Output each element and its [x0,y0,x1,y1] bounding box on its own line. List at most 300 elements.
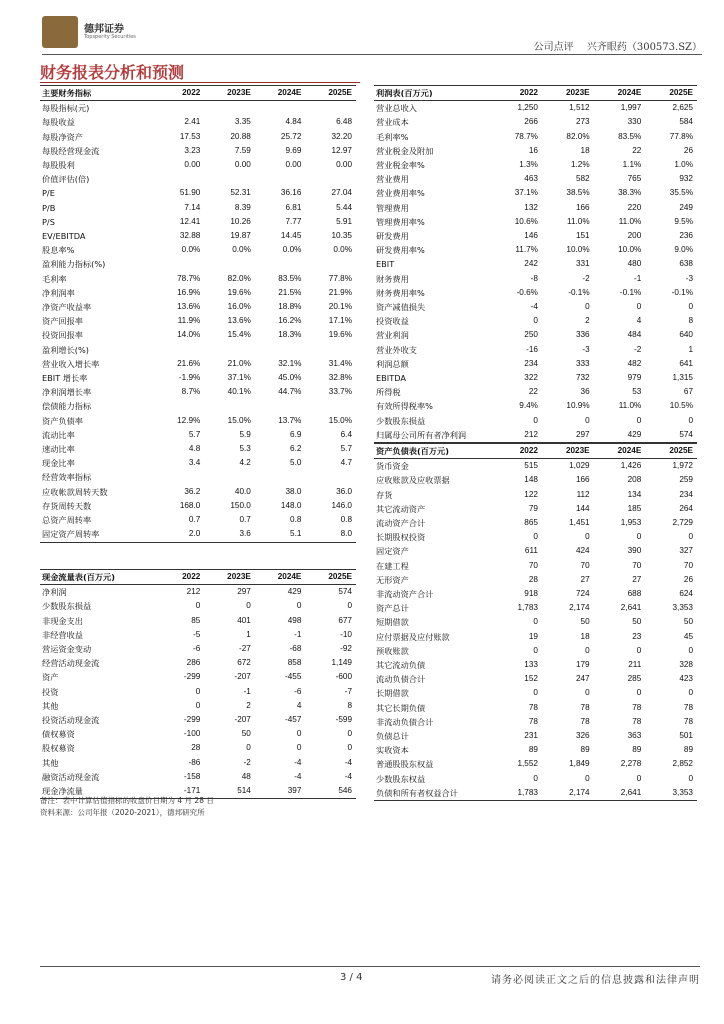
cell-value: 2,641 [620,603,642,613]
column-header: 2024E [255,86,306,101]
cell-value [305,257,356,271]
cell-value: 15.0% [328,415,352,425]
row-label: 营业成本 [376,117,409,128]
cell-value: 122 [524,489,538,499]
cell-value [154,399,205,413]
table-row [40,770,356,784]
cell-value: 35.5% [669,188,693,198]
cell-value: 50 [683,617,693,627]
cell-value: 5.91 [336,216,352,226]
cell-value [154,470,205,484]
cell-value: 0 [195,700,201,710]
cell-value: -10 [340,629,352,639]
row-label: 股息率% [42,245,75,256]
row-label: 投资活动现金流 [42,715,100,726]
cell-value: 21.6% [177,358,201,368]
cell-value: 4.8 [188,444,201,454]
cell-value: 28 [528,574,538,584]
cell-value: 22 [632,145,642,155]
cell-value: 67 [683,387,693,397]
row-label: 固定资产 [376,546,409,557]
cell-value: -1.9% [178,373,201,383]
cell-value: 429 [287,587,302,597]
cell-value: 27 [580,574,590,584]
cell-value: 32.88 [179,231,201,241]
table-row [40,727,356,741]
cell-value: 732 [575,373,590,383]
table-row [374,786,697,801]
report-meta [534,38,702,53]
cell-value: 515 [524,461,538,471]
column-header: 主要财务指标 [40,86,154,101]
cell-value: -599 [335,715,352,725]
cell-value: 0 [636,645,642,655]
cell-value [255,101,306,116]
table-header-row [374,444,697,459]
cell-value: 327 [679,546,693,556]
cell-value: 5.9 [239,429,251,439]
cell-value: 1 [246,629,251,639]
cell-value: 2,174 [542,786,594,801]
table-row [374,300,697,314]
cell-value: 259 [679,475,693,485]
cell-value: -4 [294,771,302,781]
cell-value: -299 [183,672,201,682]
cell-value: 25.72 [280,131,302,141]
cell-value: 463 [524,174,538,184]
cell-value: 146 [524,231,538,241]
cell-value: 38.0 [285,486,302,496]
table-header-row [40,570,356,585]
cell-value: 3.4 [188,458,201,468]
table-row [374,644,697,658]
cell-value: 2,278 [620,759,642,769]
row-label: 长期借款 [376,688,409,699]
cell-value: 0 [533,532,538,542]
cell-value: 51.90 [179,188,201,198]
table-row [374,229,697,243]
cell-value: 858 [287,658,302,668]
cell-value: 582 [575,174,590,184]
row-label: 盈利能力指标(%) [42,259,106,270]
cell-value: 8.39 [234,202,251,212]
cell-value: -2 [634,344,642,354]
cell-value: 1,426 [620,461,642,471]
cell-value [154,257,205,271]
cell-value: 85 [191,615,201,625]
table-row [40,257,356,271]
table-row [374,772,697,786]
cell-value: 10.0% [566,245,590,255]
table-row [40,300,356,314]
table-row [40,144,356,158]
cell-value: 10.35 [331,231,352,241]
row-label: 股权募资 [42,743,75,754]
table-row [40,243,356,257]
table-row [40,115,356,129]
cell-value: 132 [524,202,538,212]
row-label: 非流动负债合计 [376,716,434,727]
cell-value: 0.00 [184,160,201,170]
cell-value: 0 [246,601,251,611]
cell-value: 9.0% [674,245,693,255]
cell-value: 212 [490,428,542,443]
table-row [40,499,356,513]
cell-value [204,101,255,116]
cell-value: 1,149 [331,658,352,668]
row-label: 投资回报率 [42,330,83,341]
main-indicators-table [40,85,356,543]
column-header: 利润表(百万元) [374,86,490,101]
row-label: 毛利率 [42,273,67,284]
cell-value: 249 [679,202,693,212]
company-logo-icon [42,16,78,48]
cell-value: 10.0% [618,245,642,255]
cell-value: 78.7% [177,273,201,283]
row-label: 货币资金 [376,461,409,472]
cell-value: 624 [679,589,693,599]
cell-value [305,101,356,116]
column-header: 现金流量表(百万元) [40,570,154,585]
table-row [40,328,356,342]
cell-value: 18 [580,145,590,155]
cell-value: 397 [255,784,306,799]
cell-value: 40.1% [227,387,251,397]
cell-value: 89 [632,745,642,755]
table-row [374,243,697,257]
cell-value: 231 [524,731,538,741]
table-row [374,530,697,544]
cell-value: 0 [585,532,590,542]
cell-value: 21.9% [328,287,352,297]
cell-value: 672 [237,658,251,668]
cell-value: 112 [576,489,590,499]
cell-value: 9.4% [519,401,538,411]
cell-value: 212 [186,587,201,597]
column-header: 2023E [542,86,594,101]
row-label: 资产总计 [376,603,409,614]
cell-value: 78 [632,716,642,726]
table-row [374,130,697,144]
cell-value: 7.14 [184,202,201,212]
table-row [374,757,697,771]
cell-value: 28 [191,743,201,753]
row-label: 盈利增长(%) [42,344,89,355]
table-row [374,328,697,342]
table-row [40,130,356,144]
row-label: 流动比率 [42,429,75,440]
cell-value: 16 [528,145,538,155]
cell-value: 78 [580,702,590,712]
cell-value: 19.6% [328,330,352,340]
cell-value: 1,315 [672,373,693,383]
cell-value [154,101,205,116]
section-title: 财务报表分析和预测 [40,63,185,82]
table-row [40,172,356,186]
cell-value: 0 [347,601,352,611]
table-row [40,314,356,328]
table-row [374,630,697,644]
cell-value: 144 [575,503,590,513]
section-divider [40,82,360,83]
table-row [40,513,356,527]
cell-value: 78 [683,702,693,712]
table-row [40,614,356,628]
table-row [374,399,697,413]
row-label: 每股净资产 [42,131,83,142]
row-label: 融资活动现金流 [42,771,100,782]
cell-value: 5.7 [188,429,201,439]
cell-value: 3,353 [672,603,693,613]
cell-value: 1.0% [674,160,693,170]
row-label: 短期借款 [376,617,409,628]
row-label: 其它流动负债 [376,660,426,671]
cell-value: 208 [627,475,642,485]
table-row [374,357,697,371]
cell-value: 15.4% [227,330,251,340]
note-line-2: 资料来源：公司年报（2020-2021），德邦研究所 [40,808,205,817]
cell-value: 0 [636,532,642,542]
cell-value: 179 [575,660,590,670]
cell-value: 14.0% [177,330,201,340]
cell-value [305,399,356,413]
cell-value: -0.1% [619,287,642,297]
cell-value: 0 [195,686,201,696]
cell-value: 0 [688,773,693,783]
cell-value: 1.1% [622,160,642,170]
cell-value: 83.5% [618,131,642,141]
row-label: 营业总收入 [376,103,417,114]
cell-value [255,399,306,413]
row-label: 负债总计 [376,731,409,742]
table-row [40,286,356,300]
cell-value: 0 [636,688,642,698]
cell-value: 4.7 [340,458,352,468]
cell-value: 7.77 [285,216,302,226]
cell-value: 0 [533,773,538,783]
cell-value: 50 [632,617,642,627]
table-row [374,144,697,158]
cell-value: 0 [585,645,590,655]
cell-value: 0 [246,743,251,753]
cell-value: 13.6% [177,302,201,312]
cell-value: 146.0 [331,500,352,510]
table-row [374,257,697,271]
row-label: 管理费用率% [376,216,425,227]
row-label: 其他 [42,757,59,768]
cell-value [305,470,356,484]
cell-value: 0.7 [188,515,201,525]
row-label: 每股收益 [42,117,75,128]
cell-value: 36.16 [280,188,302,198]
cell-value [154,172,205,186]
cell-value: 10.5% [669,401,693,411]
row-label: 非经营收益 [42,629,83,640]
row-label: 预收账款 [376,645,409,656]
cell-value: 0 [585,302,590,312]
cell-value [305,343,356,357]
column-header: 2025E [305,570,356,585]
cell-value: -0.1% [671,287,693,297]
cell-value: 27 [632,574,642,584]
cell-value: 11.7% [515,245,538,255]
brand-name: 德邦证券 [84,24,124,35]
cell-value: 0 [533,316,538,326]
table-row [40,470,356,484]
cell-value: 641 [679,358,693,368]
cell-value: 11.0% [618,216,642,226]
table-row [40,713,356,727]
cell-value: 1,783 [517,603,538,613]
row-label: 非流动资产合计 [376,589,434,600]
cell-value: 77.8% [328,273,352,283]
cell-value: 0.7 [239,515,251,525]
cell-value: 18 [580,631,590,641]
row-label: 管理费用 [376,202,409,213]
cell-value: 724 [575,589,590,599]
row-label: 营业税金率% [376,160,425,171]
table-row [374,286,697,300]
cell-value: 1,512 [569,103,590,113]
income-statement-table [374,85,697,443]
cell-value [154,343,205,357]
cell-value: 14.45 [280,231,302,241]
cell-value: 152 [524,674,538,684]
cell-value: 21.0% [227,358,251,368]
cell-value: 36.2 [184,486,201,496]
cell-value: 16.2% [278,316,302,326]
column-header: 资产负债表(百万元) [374,444,490,459]
table-row [374,672,697,686]
cell-value: 0 [585,415,590,425]
cell-value [204,172,255,186]
cell-value: 12.97 [331,145,352,155]
cell-value: 36.0 [336,486,352,496]
cell-value: 331 [575,259,590,269]
cell-value: 18.3% [278,330,302,340]
table-row [40,585,356,600]
cell-value: 2.41 [184,117,201,127]
table-row [374,502,697,516]
table-row [40,385,356,399]
cell-value: 286 [186,658,201,668]
cell-value: 0 [533,617,538,627]
cell-value: 401 [237,615,251,625]
cell-value: 0 [533,645,538,655]
row-label: 总资产周转率 [42,515,92,526]
cell-value: -4 [344,757,352,767]
table-row [374,115,697,129]
cell-value: 2 [585,316,590,326]
cell-value: 4.84 [285,117,302,127]
row-label: 非现金支出 [42,615,83,626]
cell-value: 32.8% [328,373,352,383]
cell-value: 27.04 [331,188,352,198]
table-row [40,186,356,200]
cell-value: 640 [679,330,693,340]
cell-value [255,172,306,186]
cell-value: 3,353 [645,786,697,801]
table-row [40,670,356,684]
row-label: 财务费用 [376,273,409,284]
cell-value: 501 [679,731,693,741]
cell-value: 17.1% [328,316,352,326]
cell-value: 18.8% [278,302,302,312]
cell-value: 2,852 [672,759,693,769]
cell-value [204,343,255,357]
row-label: 现金比率 [42,458,75,469]
cell-value: 0 [347,729,352,739]
table-row [40,741,356,755]
cell-value [255,257,306,271]
cell-value: 266 [524,117,538,127]
table-row [374,559,697,573]
cell-value: 429 [594,428,646,443]
table-row [374,215,697,229]
cell-value: 242 [524,259,538,269]
cell-value: 38.5% [566,188,590,198]
cell-value: 8.7% [181,387,201,397]
table-header-row [40,86,356,101]
row-label: 研发费用率% [376,245,425,256]
page-number: 3 / 4 [340,972,363,983]
column-header: 2022 [154,570,205,585]
column-header: 2025E [645,86,697,101]
cell-value: 134 [627,489,642,499]
cell-value: 0 [688,532,693,542]
cell-value: 8.0 [305,527,356,542]
cell-value: -92 [340,644,352,654]
cell-value: 79 [528,503,538,513]
cell-value: 236 [679,231,693,241]
cell-value: -171 [154,784,205,799]
cell-value: 151 [575,231,590,241]
cell-value: 1 [688,344,693,354]
cell-value: 13.7% [278,415,302,425]
brand-name-en: Topsperity Securities [84,34,136,40]
cell-value: 26 [683,145,693,155]
row-label: 每股股利 [42,160,75,171]
cell-value: 45 [683,631,693,641]
cell-value: -1 [243,686,251,696]
table-row [374,601,697,615]
cell-value: 932 [679,174,693,184]
table-row [374,544,697,558]
cell-value [204,470,255,484]
cell-value: 1.3% [519,160,538,170]
row-label: P/B [42,202,56,213]
table-row [40,485,356,499]
cell-value: 336 [575,330,590,340]
table-row [374,186,697,200]
cell-value: 363 [627,731,642,741]
row-label: 经营活动现金流 [42,658,100,669]
cell-value: 918 [524,589,538,599]
cell-value: -1 [294,629,302,639]
cell-value: 20.1% [328,302,352,312]
row-label: 速动比率 [42,444,75,455]
row-label: 营业外收支 [376,344,417,355]
table-row [374,172,697,186]
row-label: 无形资产 [376,574,409,585]
cell-value: 1,849 [569,759,590,769]
cell-value: -600 [335,672,352,682]
cell-value: 514 [204,784,255,799]
table-row [374,158,697,172]
cell-value: 13.6% [227,316,251,326]
table-header-row [374,86,697,101]
cell-value: 148 [524,475,538,485]
